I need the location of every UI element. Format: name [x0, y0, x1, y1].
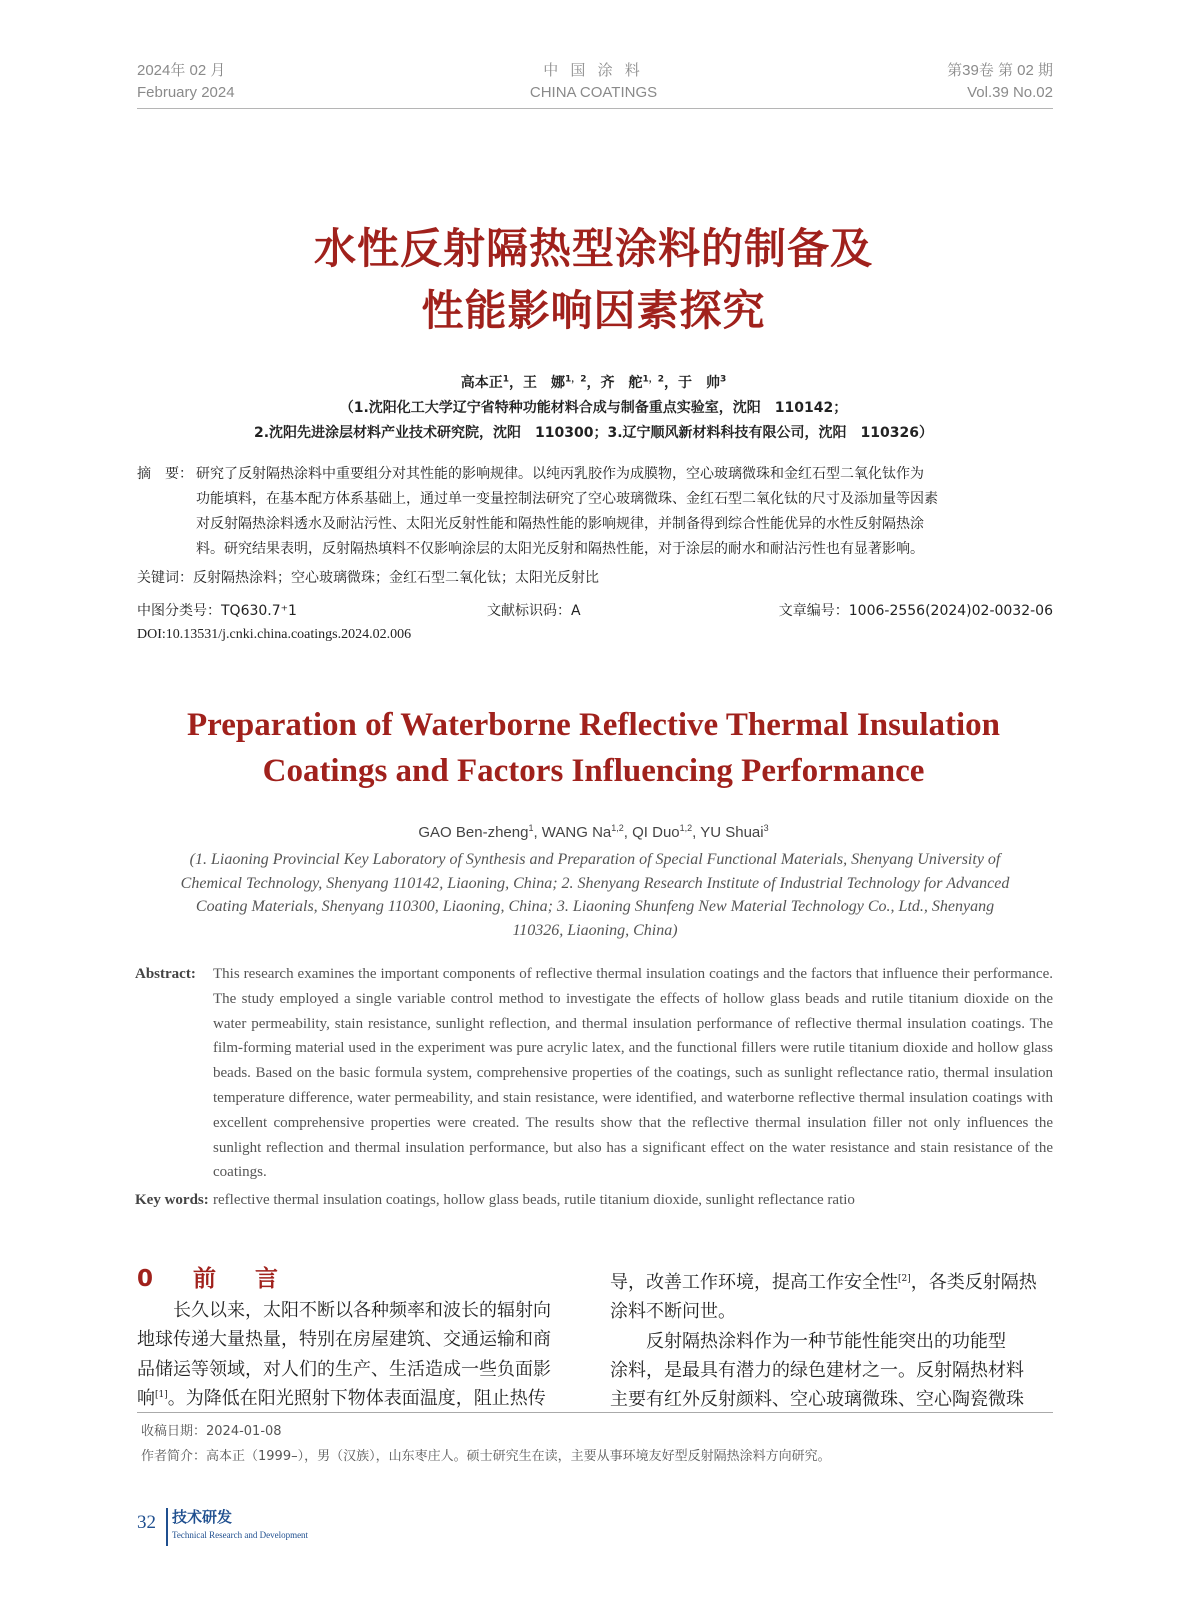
body-text: 导，改善工作环境，提高工作安全性: [610, 1272, 898, 1293]
body-line: 反射隔热涂料作为一种节能性能突出的功能型: [646, 1330, 1006, 1352]
affiliation-en-line: 110326, Liaoning, China): [512, 921, 678, 939]
page-number: 32: [137, 1512, 156, 1533]
footnote-author-intro: 作者简介：高本正（1999–），男（汉族），山东枣庄人。硕士研究生在读，主要从事环境友好型反射隔热涂料方向研究。: [141, 1449, 831, 1464]
body-text: ，各类反射隔热: [910, 1272, 1037, 1293]
keywords-cn-label: 关键词：: [137, 570, 193, 586]
affiliation-en-line: Coating Materials, Shenyang 110300, Liaoning, China; 3. Liaoning Shunfeng New Material Technology Co., Ltd., Shenyang: [195, 898, 995, 915]
footer-section-cn: 技术研发: [172, 1508, 233, 1526]
body-right-column: [610, 1268, 1055, 1414]
affiliation-cn-line2: 2.沈阳先进涂层材料产业技术研究院，沈阳 110300；3.辽宁顺风新材料科技有限公司，沈阳 110326）: [253, 425, 933, 441]
header-volume: [947, 60, 1053, 104]
title-cn: [0, 218, 1187, 342]
footer-section-en: Technical Research and Development: [172, 1530, 309, 1540]
keywords-cn-text: 反射隔热涂料；空心玻璃微珠；金红石型二氧化钛；太阳光反射比: [193, 570, 599, 586]
body-line: 主要有红外反射颜料、空心玻璃微珠、空心陶瓷微珠: [610, 1389, 1024, 1411]
footnote-rule: [137, 1412, 1053, 1413]
doi: DOI:10.13531/j.cnki.china.coatings.2024.02.006: [137, 627, 412, 642]
author-sup: 3: [720, 374, 727, 385]
abstract-cn-label: 摘 要：: [137, 466, 193, 482]
citation: [2]: [898, 1274, 911, 1284]
title-cn-line2: 性能影响因素探究: [421, 286, 766, 335]
header-volume-cn: 第39卷 第 02 期: [947, 62, 1053, 79]
doc-code: 文献标识码：A: [487, 603, 581, 619]
author-sup: 1: [528, 823, 534, 833]
body-line: [610, 1268, 1055, 1297]
title-en: [0, 702, 1187, 794]
author-sup: 1，2: [642, 374, 665, 385]
author-cn: 王 娜: [522, 375, 565, 391]
keywords-cn: [137, 566, 599, 591]
author-sup: 3: [763, 823, 769, 833]
header-volume-en: Vol.39 No.02: [967, 84, 1053, 101]
page-footer-bar: [166, 1508, 168, 1546]
body-line: 长久以来，太阳不断以各种频率和波长的辐射向: [173, 1300, 551, 1321]
author-en: QI Duo: [632, 824, 680, 841]
article-number: 文章编号：1006-2556(2024)02-0032-06: [778, 603, 1053, 619]
authors-cn: 高本正$^1$，王 娜$^{1,2}$，齐 舵$^{1,2}$，于 帅$^3$: [460, 374, 727, 391]
author-sup: 1,2: [679, 823, 693, 833]
title-en-line1: Preparation of Waterborne Reflective Thermal Insulation: [187, 707, 1000, 743]
abstract-cn-line: 功能填料，在基本配方体系基础上，通过单一变量控制法研究了空心玻璃微珠、金红石型二氧化钛的尺寸及添加量等因素: [196, 491, 938, 507]
clc-code: 中图分类号：TQ630.7⁺1: [137, 603, 297, 619]
body-text: 。为降低在阳光照射下物体表面温度，阻止热传: [167, 1387, 546, 1409]
header-journal-en: CHINA COATINGS: [529, 84, 658, 101]
body-line: 品储运等领域，对人们的生产、生活造成一些负面影: [137, 1358, 551, 1380]
affiliation-cn-line1: （1.沈阳化工大学辽宁省特种功能材料合成与制备重点实验室，沈阳 110142；: [339, 400, 848, 416]
author-cn: 高本正: [460, 375, 503, 391]
affiliation-en-line: (1. Liaoning Provincial Key Laboratory of Synthesis and Preparation of Special Functional Materials, Shenyang University of: [189, 851, 1001, 868]
body-text: 响: [137, 1387, 155, 1409]
author-en: WANG Na: [541, 824, 612, 841]
abstract-en-label: Abstract:: [135, 966, 196, 982]
citation: [1]: [155, 1389, 168, 1400]
header-journal-cn: 中 国 涂 料: [543, 62, 644, 79]
title-en-line2: Coatings and Factors Influencing Performance: [262, 753, 925, 789]
footnote-received: 收稿日期：2024-01-08: [141, 1424, 282, 1439]
abstract-cn-line: 料。研究结果表明，反射隔热填料不仅影响涂层的太阳光反射和隔热性能，对于涂层的耐水和耐沾污性也有显著影响。: [196, 541, 924, 557]
keywords-en: [135, 1188, 1055, 1213]
abstract-cn-body: [196, 462, 1056, 562]
authors-en: GAO Ben-zheng$^1$, WANG Na$^{1,2}$, QI Duo$^{1,2}$, YU Shuai$^3$: [418, 823, 769, 841]
affiliation-en-line: Chemical Technology, Shenyang 110142, Liaoning, China; 2. Shenyang Research Institute of Industrial Technology for Advanced: [180, 874, 1010, 892]
body-line: 地球传递大量热量，特别在房屋建筑、交通运输和商: [137, 1329, 551, 1351]
section-number: 0: [137, 1266, 162, 1292]
body-line: 涂料，是最具有潜力的绿色建材之一。反射隔热材料: [610, 1359, 1024, 1381]
keywords-en-text: reflective thermal insulation coatings, hollow glass beads, rutile titanium dioxide, sunlight reflectance ratio: [213, 1192, 855, 1208]
author-sup: 1: [502, 374, 509, 385]
author-cn: 齐 舵: [600, 375, 643, 391]
abstract-cn-line: 研究了反射隔热涂料中重要组分对其性能的影响规律。以纯丙乳胶作为成膜物，空心玻璃微珠和金红石型二氧化钛作为: [196, 466, 924, 482]
affiliations-en: [135, 848, 1055, 942]
abstract-cn-line: 对反射隔热涂料透水及耐沾污性、太阳光反射性能和隔热性能的影响规律，并制备得到综合性能优异的水性反射隔热涂: [196, 516, 924, 532]
author-cn: 于 帅: [678, 375, 721, 391]
affiliations-cn: [0, 396, 1187, 446]
body-left-column: [137, 1296, 582, 1413]
title-cn-line1: 水性反射隔热型涂料的制备及: [313, 224, 873, 273]
header-date-cn: 2024年 02 月: [137, 62, 226, 79]
body-line: [137, 1384, 582, 1413]
header-date-en: February 2024: [137, 84, 235, 101]
author-sup: 1,2: [611, 823, 624, 833]
header-rule: [137, 108, 1053, 109]
section-heading: [137, 1260, 286, 1293]
abstract-en-body: This research examines the important components of reflective thermal insulation coatings and the factors that influence their performance. The study employed a single variable control method to investigate the effects of hollow glass beads and rutile titanium dioxide on the water permeability, stain resistance, sunlight reflection, and thermal insulation performance of reflective thermal insulation coatings. The film-forming material used in the experiment was pure acrylic latex, and the functional fillers were rutile titanium dioxide and hollow glass beads. Based on the basic formula system, comprehensive properties of the coatings, such as sunlight reflectance ratio, thermal insulation temperature difference, water permeability, and stain resistance, were identified, and waterborne reflective thermal insulation coatings with excellent comprehensive properties were created. The results show that the reflective thermal insulation filler not only influences the sunlight reflection and thermal insulation performance, but also has a significant effect on the water resistance and stain resistance of the coatings.: [213, 966, 1053, 1181]
section-title: 前 言: [193, 1266, 287, 1292]
keywords-en-label: Key words:: [135, 1192, 209, 1208]
author-en: YU Shuai: [700, 824, 764, 841]
author-sup: 1，2: [564, 374, 587, 385]
author-en: GAO Ben-zheng: [418, 824, 529, 841]
body-line: 涂料不断问世。: [610, 1301, 736, 1323]
